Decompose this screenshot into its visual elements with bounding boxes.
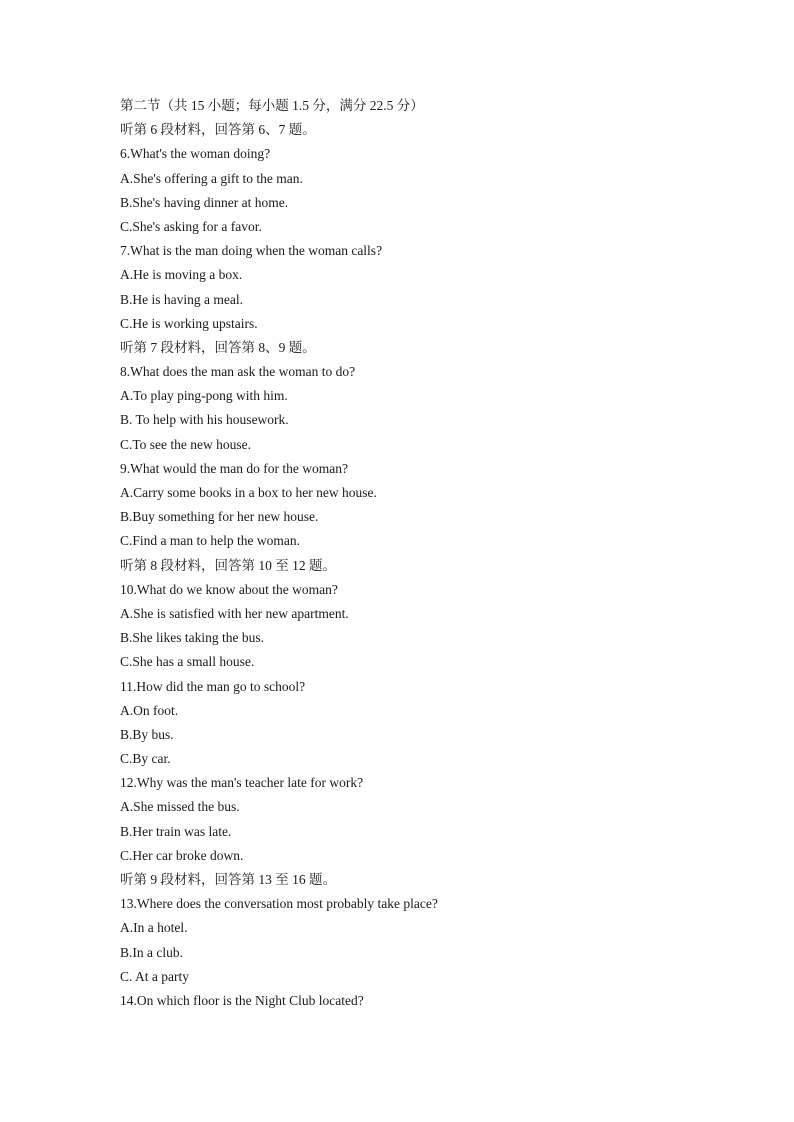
question-11-option-a: A.On foot. (120, 702, 179, 718)
question-8-option-a: A.To play ping-pong with him. (120, 388, 288, 404)
question-12-option-b: B.Her train was late. (120, 823, 232, 839)
question-8-option-b: B. To help with his housework. (120, 412, 289, 428)
document-page (120, 94, 740, 1013)
question-9-option-b: B.Buy something for her new house. (120, 509, 319, 525)
question-13-option-b: B.In a club. (120, 944, 183, 960)
question-12-option-c: C.Her car broke down. (120, 847, 244, 863)
question-14: 14.On which floor is the Night Club located? (120, 992, 364, 1008)
question-12-option-a: A.She missed the bus. (120, 799, 240, 815)
material-instruction-6: 听第 6 段材料，回答第 6、7 题。 (120, 122, 316, 138)
question-9: 9.What would the man do for the woman? (120, 460, 348, 476)
question-10-option-a: A.She is satisfied with her new apartment. (120, 605, 349, 621)
question-10-option-c: C.She has a small house. (120, 654, 255, 670)
question-7: 7.What is the man doing when the woman calls? (120, 243, 383, 259)
question-10-option-b: B.She likes taking the bus. (120, 630, 264, 646)
question-13: 13.Where does the conversation most probably take place? (120, 896, 438, 912)
question-10: 10.What do we know about the woman? (120, 581, 338, 597)
question-9-option-a: A.Carry some books in a box to her new house. (120, 485, 377, 500)
question-11-option-c: C.By car. (120, 751, 171, 767)
question-7-option-c: C.He is working upstairs. (120, 315, 258, 331)
question-6-option-c: C.She's asking for a favor. (120, 218, 262, 234)
question-6-option-a: A.She's offering a gift to the man. (120, 170, 303, 186)
question-8-option-c: C.To see the new house. (120, 436, 252, 452)
question-7-option-a: A.He is moving a box. (120, 267, 243, 283)
material-instruction-7: 听第 7 段材料，回答第 8、9 题。 (120, 339, 316, 355)
question-6-option-b: B.She's having dinner at home. (120, 194, 289, 210)
section-header: 第二节（共 15 小题；每小题 1.5 分，满分 22.5 分） (120, 98, 424, 113)
question-11-option-b: B.By bus. (120, 726, 174, 742)
material-instruction-9: 听第 9 段材料，回答第 13 至 16 题。 (120, 872, 336, 887)
question-13-option-c: C. At a party (120, 968, 189, 984)
question-11: 11.How did the man go to school? (120, 678, 306, 694)
material-instruction-8: 听第 8 段材料，回答第 10 至 12 题。 (120, 557, 336, 573)
question-12: 12.Why was the man's teacher late for work? (120, 775, 364, 791)
question-9-option-c: C.Find a man to help the woman. (120, 533, 300, 549)
question-8: 8.What does the man ask the woman to do? (120, 364, 356, 380)
question-13-option-a: A.In a hotel. (120, 920, 188, 936)
question-6: 6.What's the woman doing? (120, 146, 271, 162)
question-7-option-b: B.He is having a meal. (120, 291, 243, 307)
